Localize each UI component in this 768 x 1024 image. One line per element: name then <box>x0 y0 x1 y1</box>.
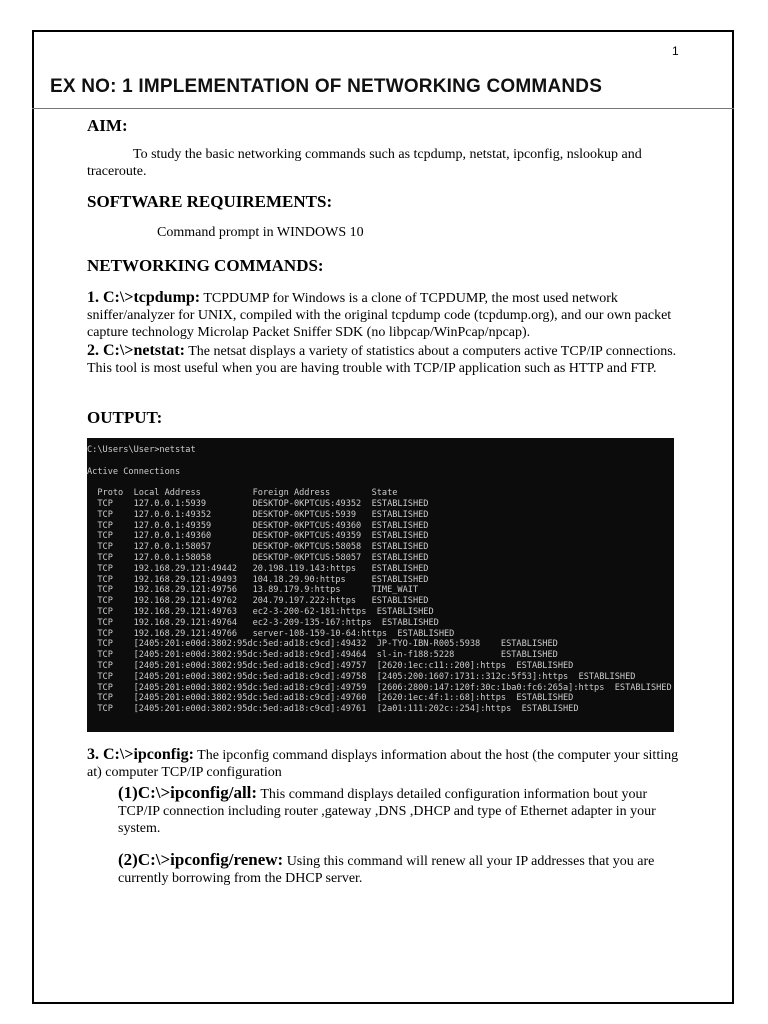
command-ipconfig-text: The ipconfig command displays information about the host (the computer your sitting at) computer TCP/IP configuration <box>87 748 679 780</box>
terminal-line: TCP [2405:201:e00d:3802:95dc:5ed:ad18:c9cd]:49758 [2405:200:1607:1731::312c:5f53]:https ESTABLISHED <box>87 671 636 682</box>
terminal-line: TCP 192.168.29.121:49756 13.89.179.9:https TIME_WAIT <box>87 585 419 596</box>
command-ipconfig-renew-text: Using this command will renew all your IP addresses that you are currently borrowing from the DHCP server. <box>118 854 655 886</box>
software-text: Command prompt in WINDOWS 10 <box>157 225 364 240</box>
command-ipconfig-label: 3. C:\>ipconfig: <box>87 746 194 763</box>
command-ipconfig-all-label: (1)C:\>ipconfig/all: <box>118 783 258 802</box>
terminal-line: TCP [2405:201:e00d:3802:95dc:5ed:ad18:c9cd]:49759 [2606:2800:147:120f:30c:1ba0:fc6:265a]:https ESTABLISHED <box>87 682 672 693</box>
terminal-line: TCP 192.168.29.121:49493 104.18.29.90:https ESTABLISHED <box>87 574 429 585</box>
terminal-line: TCP 127.0.0.1:49352 DESKTOP-0KPTCUS:5939 ESTABLISHED <box>87 509 429 520</box>
terminal-line: TCP [2405:201:e00d:3802:95dc:5ed:ad18:c9cd]:49432 JP-TYO-IBN-R005:5938 ESTABLISHED <box>87 639 558 650</box>
terminal-line: TCP [2405:201:e00d:3802:95dc:5ed:ad18:c9cd]:49761 [2a01:111:202c::254]:https ESTABLISHED <box>87 704 579 715</box>
terminal-line: TCP [2405:201:e00d:3802:95dc:5ed:ad18:c9cd]:49757 [2620:1ec:c11::200]:https ESTABLISHED <box>87 660 574 671</box>
command-netstat <box>87 342 687 377</box>
terminal-line: TCP 192.168.29.121:49764 ec2-3-209-135-167:https ESTABLISHED <box>87 617 439 628</box>
terminal-line: TCP [2405:201:e00d:3802:95dc:5ed:ad18:c9cd]:49464 sl-in-f188:5228 ESTABLISHED <box>87 650 558 661</box>
command-ipconfig-all <box>118 784 678 837</box>
terminal-line: Proto Local Address Foreign Address State <box>87 488 398 499</box>
terminal-screenshot <box>87 438 674 732</box>
terminal-line: TCP 127.0.0.1:49360 DESKTOP-0KPTCUS:49359 ESTABLISHED <box>87 531 429 542</box>
command-ipconfig-renew <box>118 851 678 887</box>
command-netstat-label: 2. C:\>netstat: <box>87 342 185 359</box>
command-tcpdump-text: TCPDUMP for Windows is a clone of TCPDUMP, the most used network sniffer/analyzer for UNIX, compiled with the original tcpdump code (tcpdump.org), and our own packet capture technology Microlap Packet Sniffer SDK (no libpcap/WinPcap/npcap). <box>87 291 672 340</box>
terminal-line: Active Connections <box>87 466 181 477</box>
document-title: EX NO: 1 IMPLEMENTATION OF NETWORKING COMMANDS <box>50 76 603 97</box>
terminal-line <box>87 456 674 467</box>
aim-heading: AIM: <box>87 116 128 135</box>
command-tcpdump <box>87 289 687 341</box>
command-ipconfig-all-text: This command displays detailed configuration information bout your TCP/IP connection including router ,gateway ,DNS ,DHCP and type of Ethernet adapter in your system. <box>118 787 656 836</box>
terminal-line: TCP 127.0.0.1:49359 DESKTOP-0KPTCUS:49360 ESTABLISHED <box>87 520 429 531</box>
networking-heading: NETWORKING COMMANDS: <box>87 256 324 275</box>
aim-text: To study the basic networking commands such as tcpdump, netstat, ipconfig, nslookup and traceroute. <box>87 147 642 179</box>
software-heading: SOFTWARE REQUIREMENTS: <box>87 192 333 211</box>
page-number: 1 <box>672 44 679 58</box>
command-ipconfig-renew-label: (2)C:\>ipconfig/renew: <box>118 850 284 869</box>
terminal-line: TCP [2405:201:e00d:3802:95dc:5ed:ad18:c9cd]:49760 [2620:1ec:4f:1::68]:https ESTABLISHED <box>87 693 574 704</box>
command-ipconfig <box>87 746 687 781</box>
terminal-line: TCP 127.0.0.1:58058 DESKTOP-0KPTCUS:58057 ESTABLISHED <box>87 552 429 563</box>
terminal-line: C:\Users\User>netstat <box>87 445 196 455</box>
command-netstat-text: The netsat displays a variety of statistics about a computers active TCP/IP connections. This tool is most useful when you are having trouble with TCP/IP application such as HTTP and FTP. <box>87 344 677 376</box>
terminal-line <box>87 477 674 488</box>
command-tcpdump-label: 1. C:\>tcpdump: <box>87 289 201 306</box>
terminal-line: TCP 192.168.29.121:49762 204.79.197.222:https ESTABLISHED <box>87 596 429 607</box>
title-divider <box>32 108 734 109</box>
terminal-line: TCP 192.168.29.121:49763 ec2-3-200-62-181:https ESTABLISHED <box>87 606 434 617</box>
terminal-line: TCP 127.0.0.1:58057 DESKTOP-0KPTCUS:58058 ESTABLISHED <box>87 542 429 553</box>
terminal-line: TCP 192.168.29.121:49766 server-108-159-10-64:https ESTABLISHED <box>87 628 455 639</box>
terminal-line: TCP 127.0.0.1:5939 DESKTOP-0KPTCUS:49352 ESTABLISHED <box>87 498 429 509</box>
output-heading: OUTPUT: <box>87 408 163 427</box>
terminal-line: TCP 192.168.29.121:49442 20.198.119.143:https ESTABLISHED <box>87 563 429 574</box>
